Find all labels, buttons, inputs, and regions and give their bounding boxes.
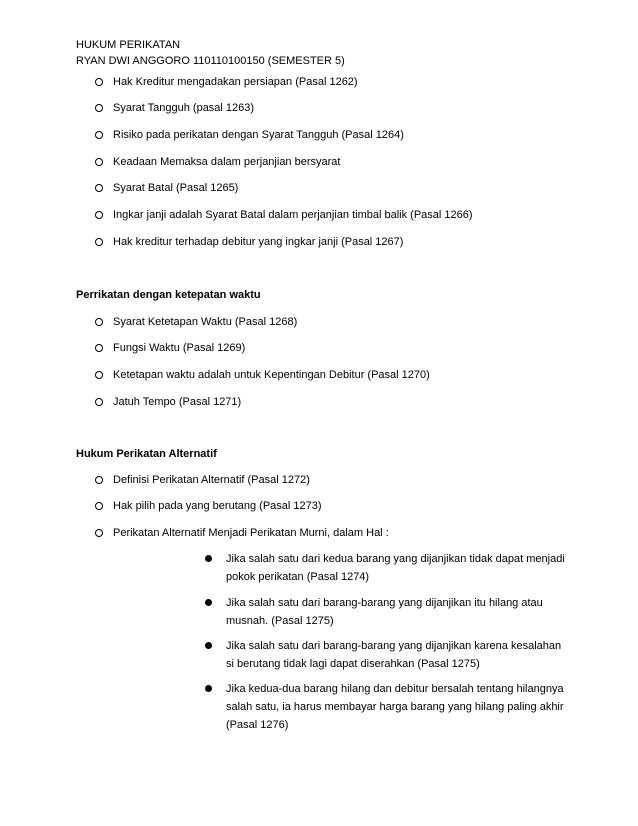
sub-list-item bbox=[205, 637, 565, 673]
hollow-bullet-icon bbox=[95, 211, 103, 219]
list-item-text: Definisi Perikatan Alternatif (Pasal 1272) bbox=[113, 474, 310, 486]
sub-list-item-text: Jika kedua-dua barang hilang dan debitur bersalah tentang hilangnya salah satu, ia harus membayar harga barang yang hilang paling akhir (Pasal 1276) bbox=[226, 683, 564, 731]
list-item bbox=[95, 341, 245, 355]
list-item-text: Syarat Batal (Pasal 1265) bbox=[113, 182, 239, 194]
author-line: RYAN DWI ANGGORO 110110100150 (SEMESTER 5) bbox=[76, 55, 345, 67]
hollow-bullet-icon bbox=[95, 529, 103, 537]
sub-list-item bbox=[205, 550, 565, 586]
list-item-text: Fungsi Waktu (Pasal 1269) bbox=[113, 342, 246, 354]
filled-bullet-icon bbox=[205, 599, 212, 606]
sub-list-item-text: Jika salah satu dari kedua barang yang dijanjikan tidak dapat menjadi pokok perikatan (Pasal 1274) bbox=[226, 553, 565, 583]
list-item bbox=[95, 473, 310, 487]
list-item bbox=[95, 208, 473, 222]
sub-list-item-text: Jika salah satu dari barang-barang yang dijanjikan karena kesalahan si berutang tidak lagi dapat diserahkan (Pasal 1275) bbox=[226, 640, 562, 670]
filled-bullet-icon bbox=[205, 685, 212, 692]
hollow-bullet-icon bbox=[95, 131, 103, 139]
list-item-text: Jatuh Tempo (Pasal 1271) bbox=[113, 396, 242, 408]
list-item bbox=[95, 101, 254, 115]
list-item bbox=[95, 181, 238, 195]
list-item bbox=[95, 315, 297, 329]
list-item bbox=[95, 395, 241, 409]
sub-list-item bbox=[205, 680, 565, 734]
hollow-bullet-icon bbox=[95, 371, 103, 379]
section-heading: Perrikatan dengan ketepatan waktu bbox=[76, 289, 261, 301]
hollow-bullet-icon bbox=[95, 344, 103, 352]
document-title: HUKUM PERIKATAN bbox=[76, 39, 181, 51]
list-item-text: Keadaan Memaksa dalam perjanjian bersyarat bbox=[113, 156, 341, 168]
hollow-bullet-icon bbox=[95, 502, 103, 510]
list-item-text: Ingkar janji adalah Syarat Batal dalam perjanjian timbal balik (Pasal 1266) bbox=[113, 209, 473, 221]
list-item bbox=[95, 368, 430, 382]
sub-list-item-text: Jika salah satu dari barang-barang yang dijanjikan itu hilang atau musnah. (Pasal 1275) bbox=[226, 597, 543, 627]
list-item-text: Hak pilih pada yang berutang (Pasal 1273) bbox=[113, 500, 322, 512]
section-heading: Hukum Perikatan Alternatif bbox=[76, 448, 217, 460]
list-item-text: Hak Kreditur mengadakan persiapan (Pasal 1262) bbox=[113, 76, 358, 88]
list-item-text: Syarat Tangguh (pasal 1263) bbox=[113, 102, 255, 114]
list-item-text: Perikatan Alternatif Menjadi Perikatan Murni, dalam Hal : bbox=[113, 527, 389, 539]
list-item-text: Risiko pada perikatan dengan Syarat Tangguh (Pasal 1264) bbox=[113, 129, 404, 141]
filled-bullet-icon bbox=[205, 642, 212, 649]
hollow-bullet-icon bbox=[95, 318, 103, 326]
hollow-bullet-icon bbox=[95, 184, 103, 192]
hollow-bullet-icon bbox=[95, 158, 103, 166]
hollow-bullet-icon bbox=[95, 476, 103, 484]
hollow-bullet-icon bbox=[95, 78, 103, 86]
list-item bbox=[95, 128, 404, 142]
filled-bullet-icon bbox=[205, 555, 212, 562]
list-item bbox=[95, 155, 340, 169]
list-item-text: Ketetapan waktu adalah untuk Kepentingan Debitur (Pasal 1270) bbox=[113, 369, 430, 381]
list-item-text: Hak kreditur terhadap debitur yang ingkar janji (Pasal 1267) bbox=[113, 236, 404, 248]
document-header bbox=[76, 37, 345, 69]
list-item bbox=[95, 75, 358, 89]
list-item-text: Syarat Ketetapan Waktu (Pasal 1268) bbox=[113, 316, 298, 328]
hollow-bullet-icon bbox=[95, 104, 103, 112]
sub-list-item bbox=[205, 594, 565, 630]
hollow-bullet-icon bbox=[95, 238, 103, 246]
list-item bbox=[95, 499, 322, 513]
list-item bbox=[95, 235, 403, 249]
list-item bbox=[95, 526, 389, 540]
hollow-bullet-icon bbox=[95, 398, 103, 406]
